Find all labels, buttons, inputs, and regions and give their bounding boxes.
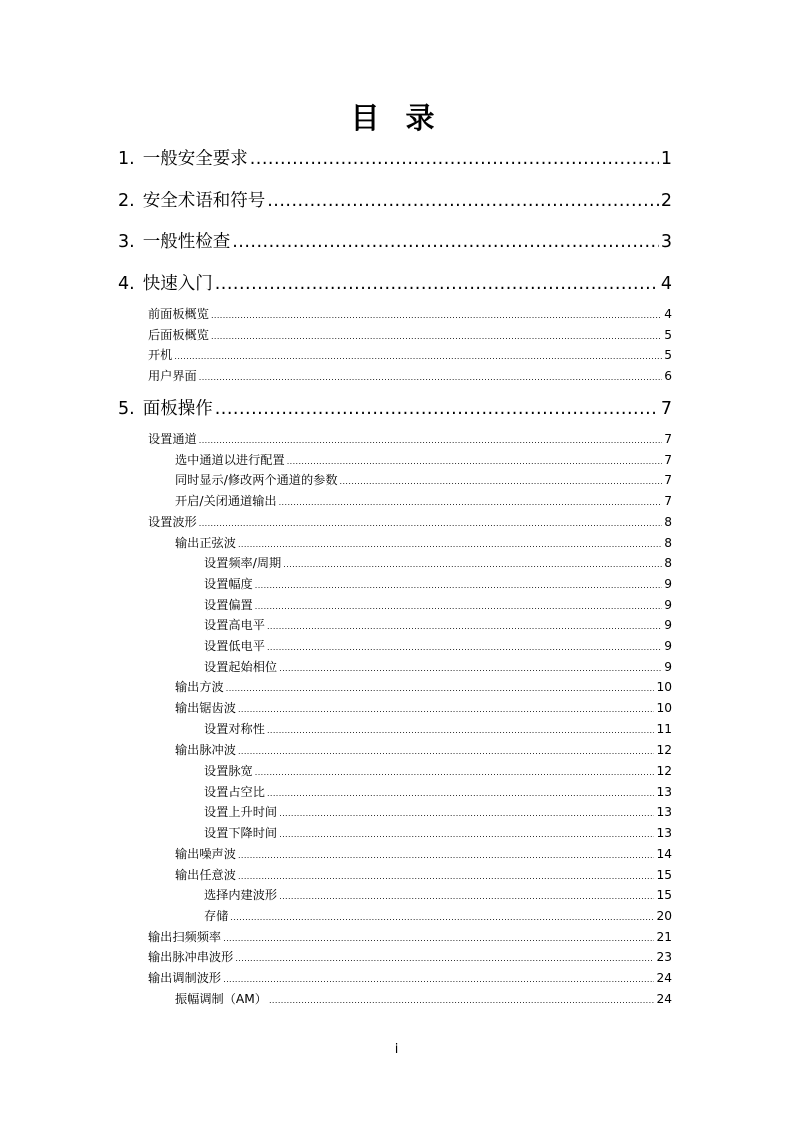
toc-entry-label: 面板操作 (142, 399, 213, 419)
toc-entry[interactable] (148, 367, 672, 385)
toc-entry[interactable] (148, 305, 672, 323)
toc-entry-page: 15 (656, 888, 672, 902)
toc-entry-page: 8 (664, 515, 672, 529)
dot-leader (238, 699, 655, 719)
toc-entry[interactable] (175, 534, 672, 552)
toc-entry-label: 后面板概览 (148, 328, 209, 342)
dot-leader (255, 575, 662, 595)
dot-leader (223, 928, 654, 948)
toc-entry[interactable] (148, 948, 672, 966)
toc-entry-page: 4 (660, 274, 672, 294)
toc-entry[interactable] (204, 554, 672, 572)
toc-entry[interactable] (118, 271, 672, 297)
dot-leader (267, 720, 655, 740)
toc-entry[interactable] (175, 866, 672, 884)
toc-entry-page: 11 (656, 722, 672, 736)
toc-entry-label: 振幅调制（AM） (175, 992, 267, 1006)
dot-leader (267, 188, 659, 214)
toc-entry-page: 13 (656, 785, 672, 799)
toc-entry[interactable] (204, 720, 672, 738)
dot-leader (267, 616, 662, 636)
dot-leader (255, 596, 662, 616)
toc-entry-number: 1. (118, 149, 135, 169)
toc-entry[interactable] (148, 430, 672, 448)
toc-entry-label: 选择内建波形 (204, 888, 278, 902)
toc-entry-number: 2. (118, 191, 135, 211)
toc-entry-label: 开启/关闭通道输出 (175, 494, 277, 508)
toc-entry-page: 3 (660, 232, 672, 252)
dot-leader (279, 492, 663, 512)
toc-entry[interactable] (204, 783, 672, 801)
toc-entry-number: 5. (118, 399, 135, 419)
toc-entry-label: 存储 (204, 909, 229, 923)
toc-entry-page: 4 (664, 307, 672, 321)
toc-entry-page: 10 (656, 680, 672, 694)
dot-leader (226, 678, 655, 698)
dot-leader (232, 229, 659, 255)
dot-leader (199, 430, 662, 450)
toc-entry-page: 24 (656, 992, 672, 1006)
toc-entry[interactable] (148, 326, 672, 344)
toc-entry-label: 设置起始相位 (204, 660, 278, 674)
toc-entry[interactable] (118, 396, 672, 422)
dot-leader (223, 969, 654, 989)
toc-entry-label: 输出脉冲波 (175, 743, 236, 757)
toc-entry-label: 输出正弦波 (175, 536, 236, 550)
toc-entry-label: 输出脉冲串波形 (148, 950, 234, 964)
dot-leader (238, 845, 655, 865)
toc-entry[interactable] (175, 678, 672, 696)
toc-entry-page: 2 (660, 191, 672, 211)
dot-leader (174, 346, 662, 366)
dot-leader (255, 762, 655, 782)
toc-entry[interactable] (204, 596, 672, 614)
toc-title: 目 录 (350, 101, 443, 135)
toc-entry-label: 输出锯齿波 (175, 701, 236, 715)
toc-entry[interactable] (204, 803, 672, 821)
toc-entry[interactable] (204, 616, 672, 634)
toc-entry[interactable] (204, 575, 672, 593)
toc-entry-page: 12 (656, 764, 672, 778)
toc-entry-label: 设置占空比 (204, 785, 265, 799)
toc-entry[interactable] (204, 658, 672, 676)
toc-entry-label: 开机 (148, 348, 173, 362)
dot-leader (199, 513, 662, 533)
toc-entry-page: 24 (656, 971, 672, 985)
toc-entry-label: 输出调制波形 (148, 971, 222, 985)
toc-entry[interactable] (175, 471, 672, 489)
toc-entry-page: 7 (664, 494, 672, 508)
toc-entry-page: 8 (664, 536, 672, 550)
dot-leader (283, 554, 662, 574)
dot-leader (235, 948, 654, 968)
toc-entry[interactable] (148, 346, 672, 364)
toc-entry-number: 4. (118, 274, 135, 294)
dot-leader (250, 146, 659, 172)
toc-entry-number: 3. (118, 232, 135, 252)
toc-entry[interactable] (118, 146, 672, 172)
toc-entry-label: 设置波形 (148, 515, 197, 529)
toc-entry-label: 用户界面 (148, 369, 197, 383)
toc-entry-label: 设置脉宽 (204, 764, 253, 778)
toc-entry-page: 23 (656, 950, 672, 964)
toc-entry-page: 1 (660, 149, 672, 169)
toc-entry[interactable] (148, 513, 672, 531)
toc-entry[interactable] (175, 845, 672, 863)
toc-entry[interactable] (204, 907, 672, 925)
dot-leader (211, 326, 662, 346)
toc-entry-page: 20 (656, 909, 672, 923)
dot-leader (238, 866, 655, 886)
toc-entry-label: 选中通道以进行配置 (175, 453, 285, 467)
toc-entry-page: 8 (664, 556, 672, 570)
toc-entry-page: 9 (664, 639, 672, 653)
toc-entry-label: 设置高电平 (204, 618, 265, 632)
dot-leader (267, 637, 662, 657)
dot-leader (279, 824, 654, 844)
toc-entry-page: 15 (656, 868, 672, 882)
dot-leader (279, 803, 654, 823)
dot-leader (238, 534, 662, 554)
toc-entry-page: 7 (664, 453, 672, 467)
toc-entry[interactable] (175, 492, 672, 510)
toc-entry-page: 9 (664, 577, 672, 591)
toc-entry-label: 一般安全要求 (142, 149, 248, 169)
dot-leader (279, 886, 654, 906)
toc-entry-label: 设置低电平 (204, 639, 265, 653)
dot-leader (215, 271, 659, 297)
toc-entry[interactable] (148, 928, 672, 946)
toc-entry-label: 一般性检查 (142, 232, 231, 252)
toc-entry-page: 5 (664, 328, 672, 342)
dot-leader (230, 907, 654, 927)
toc-entry-label: 设置幅度 (204, 577, 253, 591)
toc-entry[interactable] (204, 886, 672, 904)
toc-entry[interactable] (175, 990, 672, 1008)
toc-entry-label: 输出扫频频率 (148, 930, 222, 944)
toc-entry-label: 设置下降时间 (204, 826, 278, 840)
toc-entry-page: 14 (656, 847, 672, 861)
toc-entry-label: 设置上升时间 (204, 805, 278, 819)
toc-entry-page: 7 (660, 399, 672, 419)
dot-leader (267, 783, 655, 803)
toc-entry-label: 安全术语和符号 (142, 191, 266, 211)
toc-entry-page: 5 (664, 348, 672, 362)
dot-leader (287, 451, 663, 471)
toc-entry[interactable] (118, 188, 672, 214)
toc-entry-label: 设置通道 (148, 432, 197, 446)
toc-entry-page: 9 (664, 618, 672, 632)
toc-entry-label: 同时显示/修改两个通道的参数 (175, 473, 338, 487)
toc-entry-label: 输出噪声波 (175, 847, 236, 861)
toc-entry-page: 21 (656, 930, 672, 944)
toc-entry[interactable] (175, 741, 672, 759)
toc-entry-page: 10 (656, 701, 672, 715)
toc-entry[interactable] (118, 229, 672, 255)
dot-leader (215, 396, 659, 422)
toc-entry-label: 快速入门 (142, 274, 213, 294)
toc-entry-label: 输出方波 (175, 680, 224, 694)
toc-entry[interactable] (204, 824, 672, 842)
toc-entry-page: 6 (664, 369, 672, 383)
dot-leader (211, 305, 662, 325)
toc-entry-page: 7 (664, 432, 672, 446)
toc-entry-label: 输出任意波 (175, 868, 236, 882)
toc-entry-page: 13 (656, 805, 672, 819)
dot-leader (279, 658, 662, 678)
toc-entry-label: 设置频率/周期 (204, 556, 282, 570)
toc-entry-page: 9 (664, 660, 672, 674)
toc-entry[interactable] (175, 699, 672, 717)
toc-entry-page: 9 (664, 598, 672, 612)
toc-entry[interactable] (204, 637, 672, 655)
toc-entry[interactable] (148, 969, 672, 987)
toc-entry[interactable] (204, 762, 672, 780)
dot-leader (340, 471, 663, 491)
toc-entry-page: 7 (664, 473, 672, 487)
toc-entry-label: 前面板概览 (148, 307, 209, 321)
dot-leader (269, 990, 655, 1010)
toc-entry-page: 13 (656, 826, 672, 840)
toc-entry[interactable] (175, 451, 672, 469)
toc-entry-label: 设置对称性 (204, 722, 265, 736)
toc-entry-label: 设置偏置 (204, 598, 253, 612)
dot-leader (199, 367, 662, 387)
toc-entry-page: 12 (656, 743, 672, 757)
dot-leader (238, 741, 655, 761)
page-number: i (394, 1042, 399, 1057)
